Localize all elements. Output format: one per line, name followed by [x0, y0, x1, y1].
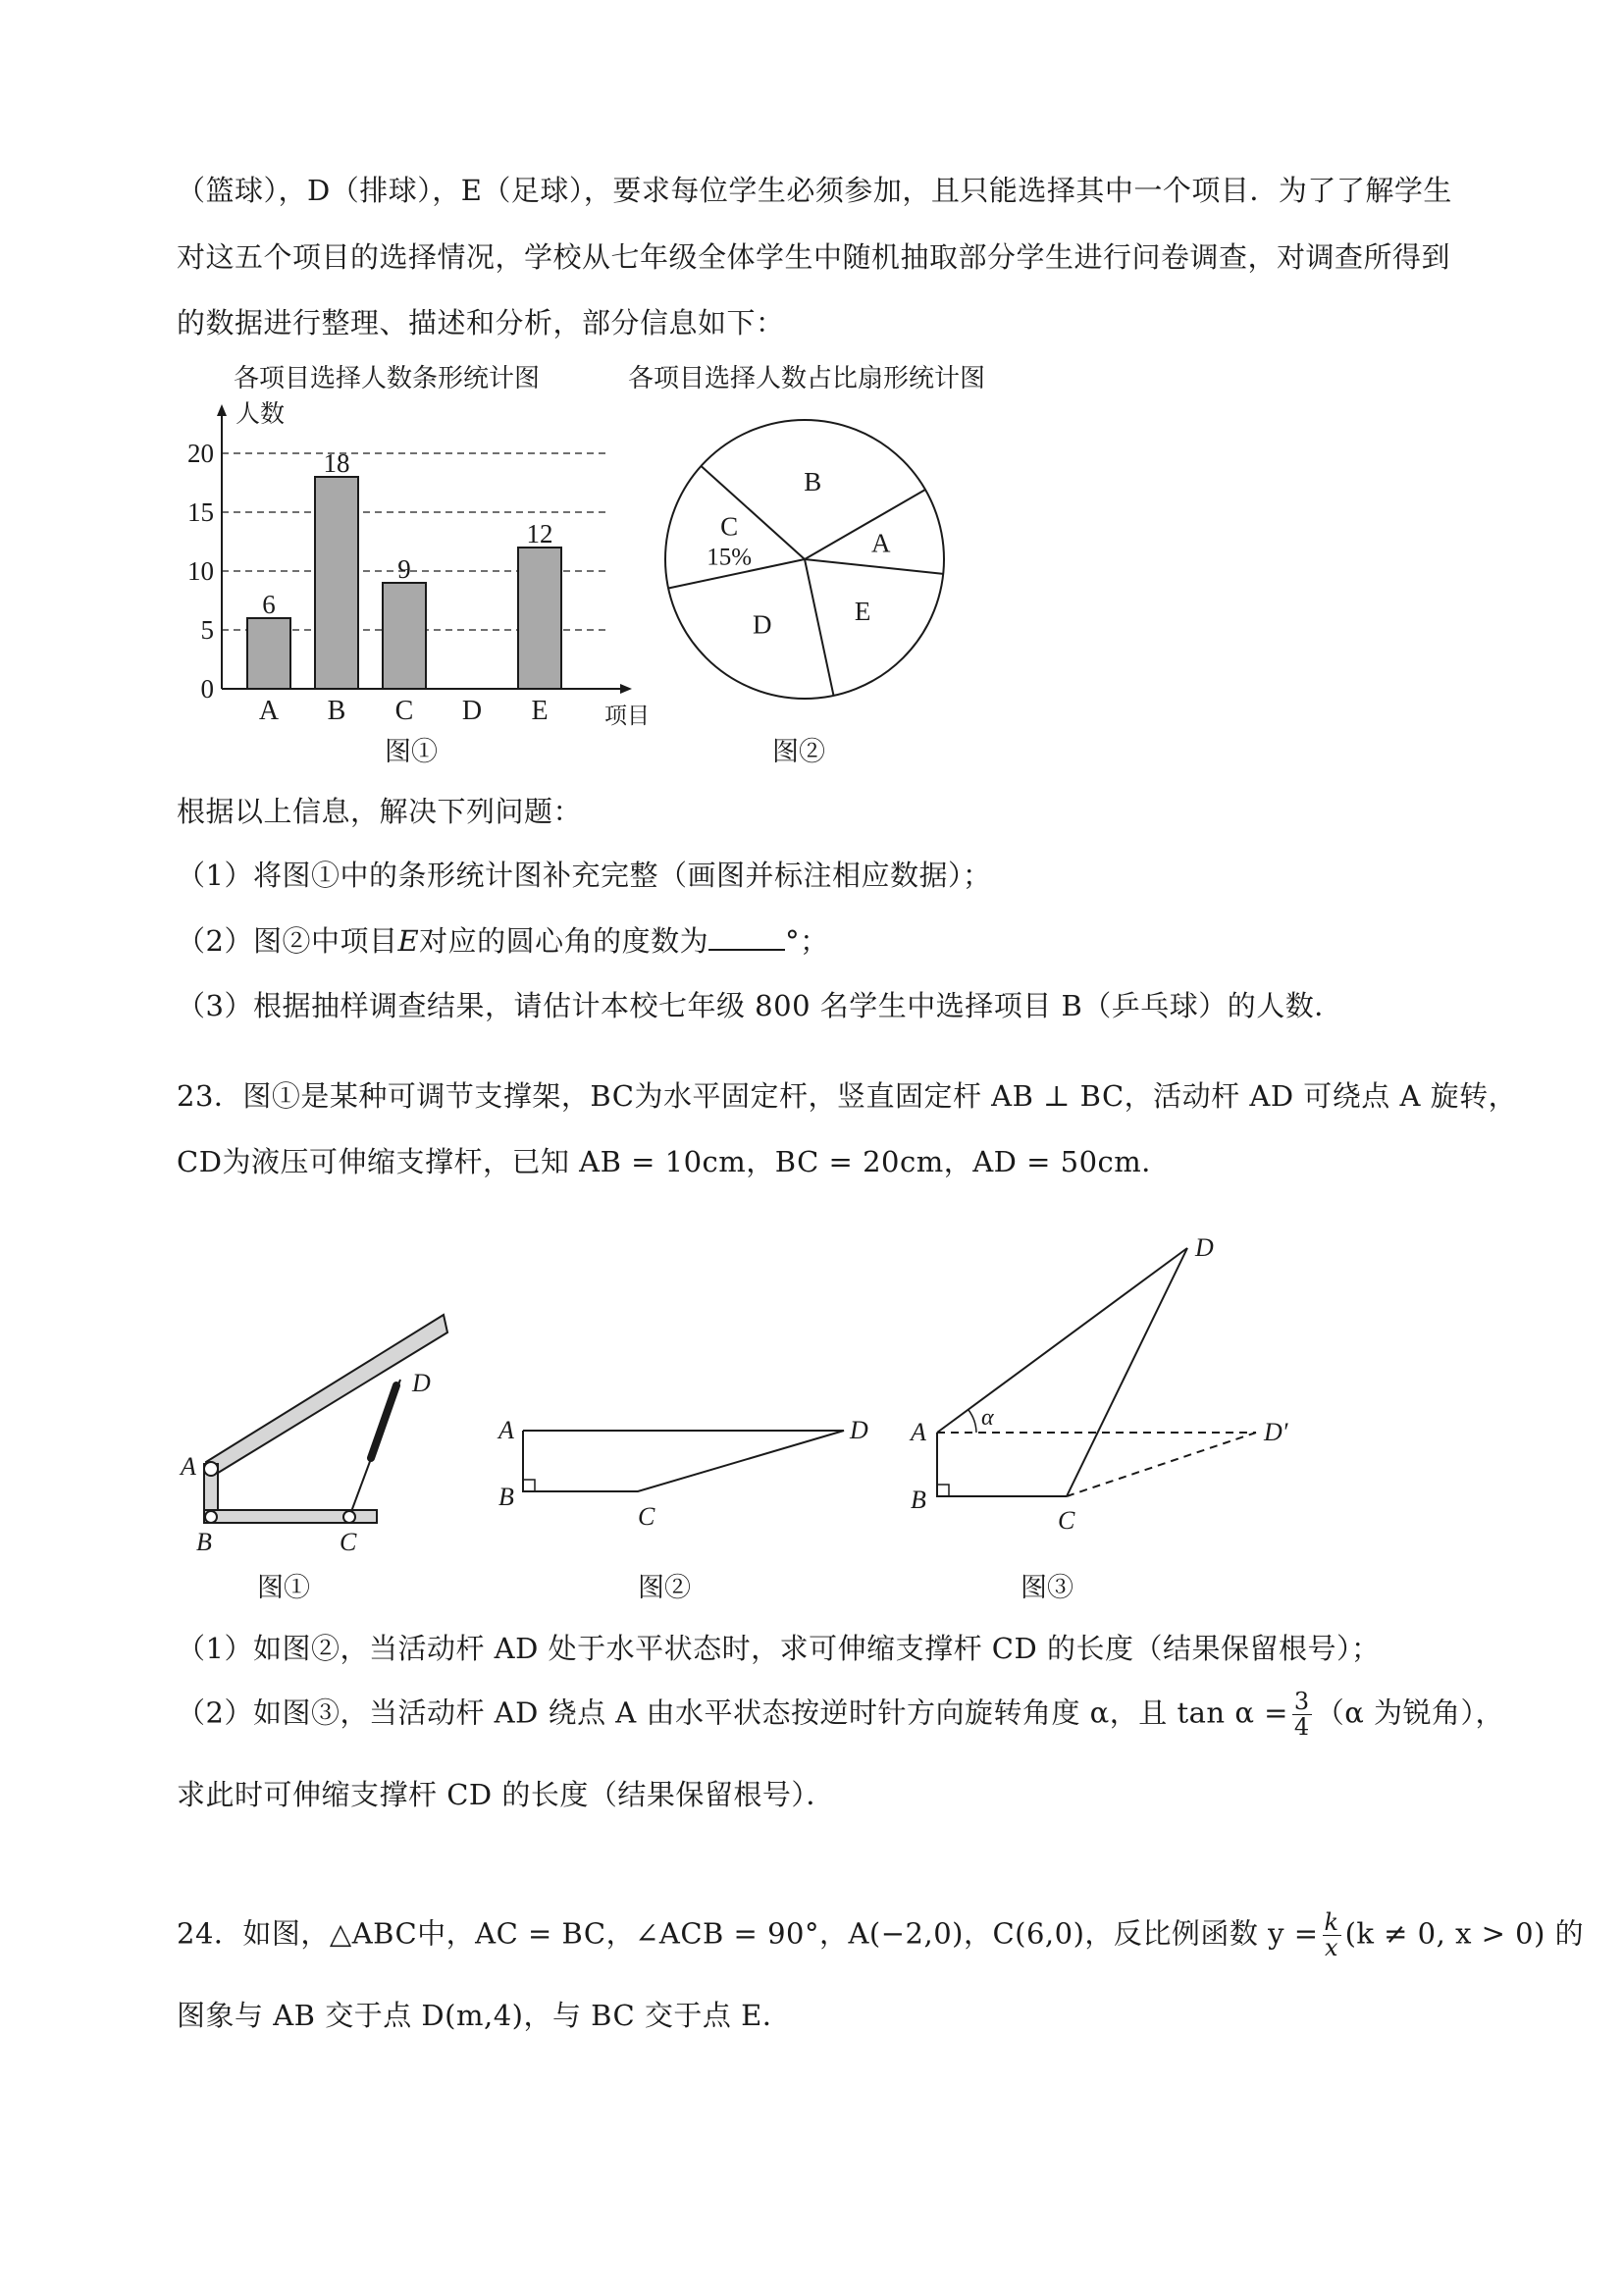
y-tick-label: 20: [187, 439, 214, 468]
q23-fig2-caption: 图②: [638, 1573, 691, 1603]
bar: [383, 583, 426, 689]
x-tick-label: D: [461, 696, 483, 726]
bar-chart-caption: 图①: [385, 737, 438, 767]
bar-chart-title: 各项目选择人数条形统计图: [234, 364, 541, 393]
x-axis-label: 项目: [604, 704, 650, 728]
q23-line-2: CD为液压可伸缩支撑杆，已知 AB = 10cm，BC = 20cm，AD = 50cm．: [177, 1145, 1171, 1178]
svg-text:D: D: [1195, 1233, 1214, 1262]
hinge-b: [205, 1511, 217, 1523]
q23-figure-3: [893, 1233, 1325, 1550]
bar-chart: [177, 392, 667, 728]
svg-text:C: C: [1058, 1506, 1075, 1535]
hinge-a: [204, 1462, 218, 1476]
label-b: B: [196, 1528, 212, 1556]
q24-line-1: 24．如图，△ABC中，AC = BC，∠ACB = 90°，A(−2,0)，C(6,0)，反比例函数 y = $\frac{k}{x}$ (k ≠ 0, x > 0) 的: [177, 1908, 1585, 1962]
x-tick-label: B: [327, 696, 346, 726]
intro-line-2: 对这五个项目的选择情况，学校从七年级全体学生中随机抽取部分学生进行问卷调查，对调查所得到: [177, 240, 1451, 274]
bar-value-label: 12: [526, 519, 553, 548]
pie-divider: [805, 490, 925, 559]
x-tick-label: C: [394, 696, 414, 726]
y-tick-label: 5: [200, 615, 214, 645]
q23-line-1: 23．图①是某种可调节支撑架，BC为水平固定杆，竖直固定杆 AB ⊥ BC，活动杆 AD 可绕点 A 旋转，: [177, 1079, 1518, 1113]
hydraulic-cylinder: [371, 1385, 396, 1458]
q24-line-2: 图象与 AB 交于点 D(m,4)，与 BC 交于点 E．: [177, 1999, 792, 2032]
q23-figure-1: [181, 1315, 481, 1570]
label-c: C: [340, 1528, 357, 1556]
y-axis-arrow: [217, 404, 227, 416]
svg-text:D: D: [850, 1416, 868, 1444]
pie-divider: [805, 559, 943, 574]
q23-fig3-caption: 图③: [1021, 1573, 1073, 1603]
pie-label-d: D: [752, 609, 772, 640]
q23-part-2: （2）如图③，当活动杆 AD 绕点 A 由水平状态按逆时针方向旋转角度 α，且 tan α = $\frac{3}{4}$ （α 为锐角），: [177, 1688, 1505, 1742]
bar-value-label: 9: [397, 554, 411, 584]
bar-value-label: 18: [323, 448, 350, 478]
svg-text:B: B: [498, 1483, 514, 1511]
y-tick-label: 10: [187, 556, 214, 586]
svg-text:A: A: [498, 1416, 514, 1444]
bar: [518, 548, 561, 689]
y-axis-label: 人数: [236, 401, 286, 428]
pie-chart-caption: 图②: [772, 737, 825, 767]
pie-label-c: C: [720, 511, 739, 542]
svg-text:C: C: [638, 1502, 655, 1531]
intro-line-1: （篮球），D（排球），E（足球），要求每位学生必须参加，且只能选择其中一个项目．为了了解学生: [177, 174, 1452, 207]
q22-part-2: （2）图②中项目E对应的圆心角的度数为 °；: [177, 924, 829, 958]
svg-text:B: B: [911, 1486, 926, 1514]
x-tick-label: A: [258, 696, 280, 726]
y-tick-label: 15: [187, 497, 214, 527]
label-d: D: [412, 1369, 431, 1397]
label-a: A: [181, 1452, 196, 1481]
pie-label-e: E: [854, 597, 871, 627]
q23-fig1-caption: 图①: [257, 1573, 310, 1603]
x-tick-label: E: [531, 696, 549, 726]
bar: [315, 477, 358, 689]
q22-lead: 根据以上信息，解决下列问题：: [177, 795, 583, 828]
pie-chart: [657, 412, 952, 706]
answer-blank[interactable]: [708, 927, 785, 951]
q22-part-1: （1）将图①中的条形统计图补充完整（画图并标注相应数据）；: [177, 859, 992, 892]
pie-label-a: A: [871, 528, 891, 558]
intro-line-3: 的数据进行整理、描述和分析，部分信息如下：: [177, 306, 785, 339]
x-axis-arrow: [620, 684, 632, 694]
q23-part-1: （1）如图②，当活动杆 AD 处于水平状态时，求可伸缩支撑杆 CD 的长度（结果保留根号）；: [177, 1632, 1381, 1665]
pie-chart-title: 各项目选择人数占比扇形统计图: [628, 364, 986, 393]
q22-part-3: （3）根据抽样调查结果，请估计本校七年级 800 名学生中选择项目 B（乒乓球）的人数．: [177, 989, 1343, 1022]
svg-text:A: A: [911, 1418, 926, 1446]
q23-part-2-cont: 求此时可伸缩支撑杆 CD 的长度（结果保留根号）．: [177, 1778, 835, 1811]
bar-value-label: 6: [262, 590, 276, 619]
q23-figure-2: [491, 1403, 903, 1540]
svg-text:D′: D′: [1264, 1418, 1288, 1446]
y-tick-label: 0: [200, 674, 214, 704]
pie-divider: [805, 559, 834, 696]
pie-label-b: B: [804, 466, 822, 496]
bar: [247, 618, 290, 689]
svg-text:α: α: [981, 1405, 994, 1431]
pie-percent-label: 15%: [707, 544, 753, 571]
hinge-c: [343, 1511, 355, 1523]
